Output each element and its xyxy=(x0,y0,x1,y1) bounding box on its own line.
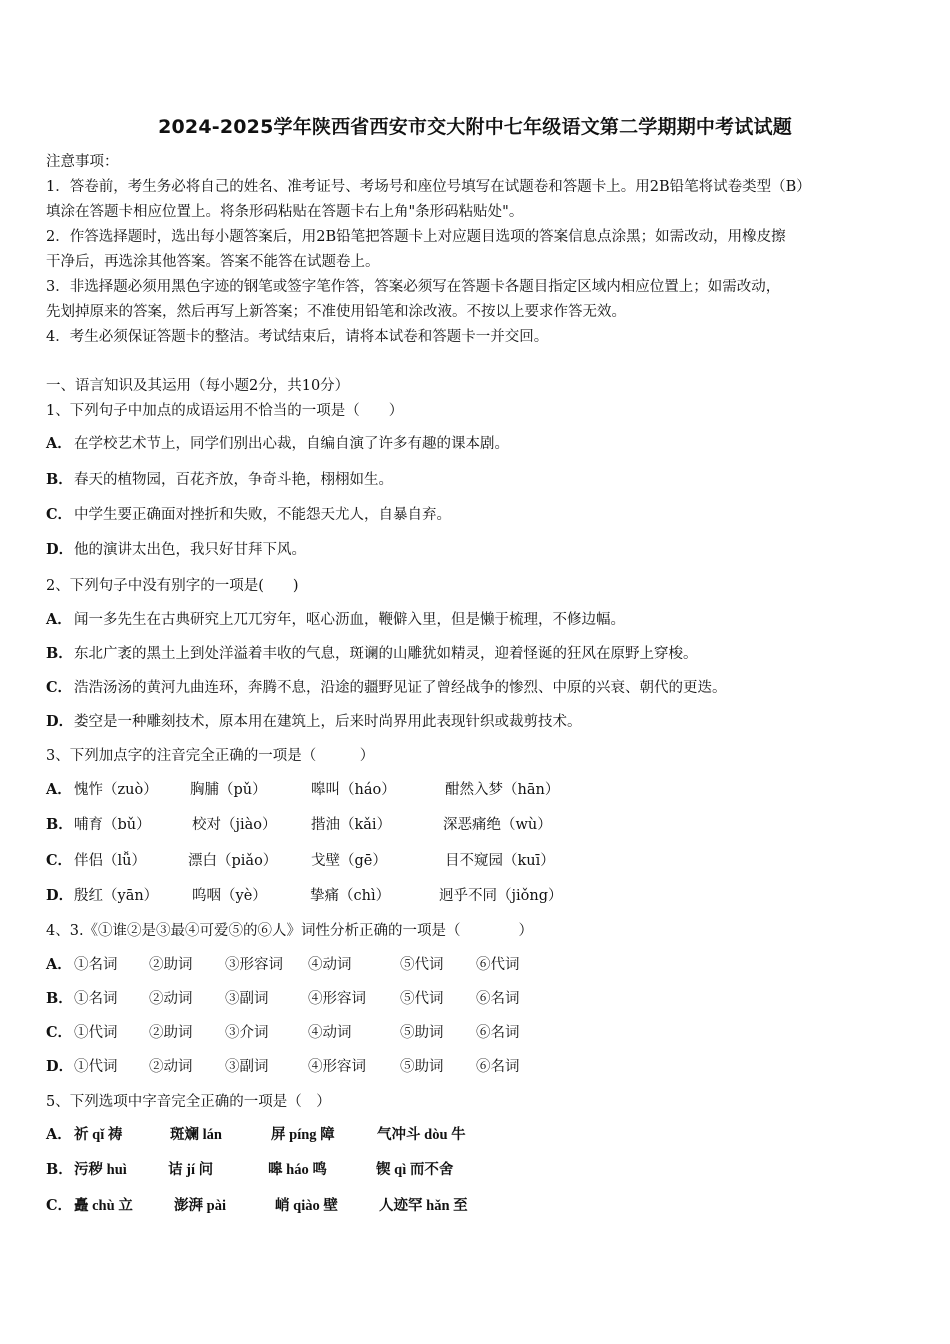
question-stem: 3、下列加点字的注音完全正确的一项是（ ） xyxy=(46,748,375,764)
option-item: ①名词 xyxy=(74,991,118,1007)
option-item: 锲 qì 而不舍 xyxy=(376,1162,454,1178)
option-letter: B． xyxy=(46,645,73,662)
option-item: 祈 qǐ 祷 xyxy=(74,1127,123,1143)
option-item: ⑥代词 xyxy=(476,957,520,973)
option-row xyxy=(46,644,698,664)
option-text: 东北广袤的黑土上到处洋溢着丰收的气息，斑谰的山雕犹如精灵，迎着怪诞的狂风在原野上穿梭。 xyxy=(74,646,698,662)
option-row xyxy=(46,610,625,630)
option-letter: B． xyxy=(46,990,73,1007)
option-text: 中学生要正确面对挫折和失败，不能怨天尤人，自暴自弃。 xyxy=(74,507,451,523)
option-item: 污秽 huì xyxy=(74,1162,127,1178)
option-row xyxy=(46,470,393,490)
option-row xyxy=(46,989,606,1009)
notice-line: 4．考生必须保证答题卡的整洁。考试结束后，请将本试卷和答题卡一并交回。 xyxy=(46,329,549,345)
option-letter: C． xyxy=(46,852,73,869)
option-text: 娄空是一种雕刻技术，原本用在建筑上，后来时尚界用此表现针织或裁剪技术。 xyxy=(74,714,582,730)
question-stem: 5、下列选项中字音完全正确的一项是（ ） xyxy=(46,1094,331,1110)
option-letter: D． xyxy=(46,713,74,730)
exam-title: 2024-2025学年陕西省西安市交大附中七年级语文第二学期期中考试试题 xyxy=(158,116,792,138)
option-letter: B． xyxy=(46,1161,73,1178)
option-text: 浩浩汤汤的黄河九曲连环，奔腾不息，沿途的疆野见证了曾经战争的惨烈、中原的兴衰、朝代的更迭。 xyxy=(74,680,727,696)
option-item: ④动词 xyxy=(308,957,352,973)
option-item: 挚痛（chì） xyxy=(310,888,391,904)
option-text: 春天的植物园，百花齐放，争奇斗艳，栩栩如生。 xyxy=(74,472,393,488)
option-row xyxy=(46,1125,566,1145)
option-letter: A． xyxy=(46,956,72,973)
option-row xyxy=(46,851,666,871)
option-item: ③形容词 xyxy=(225,957,283,973)
option-item: ④动词 xyxy=(308,1025,352,1041)
option-letter: C． xyxy=(46,506,73,523)
option-item: 校对（jiào） xyxy=(192,817,277,833)
option-row xyxy=(46,505,451,525)
option-item: 矗 chù 立 xyxy=(74,1198,133,1214)
option-item: ③副词 xyxy=(225,1059,269,1075)
option-item: 哺育（bǔ） xyxy=(74,817,151,833)
option-item: 愧怍（zuò） xyxy=(74,782,158,798)
option-letter: D． xyxy=(46,887,74,904)
option-letter: A． xyxy=(46,1126,72,1143)
option-item: 屏 píng 障 xyxy=(271,1127,335,1143)
option-item: 殷红（yān） xyxy=(74,888,159,904)
option-item: ②助词 xyxy=(149,1025,193,1041)
option-item: 戈壁（gē） xyxy=(311,853,387,869)
section-heading: 一、语言知识及其运用（每小题2分，共10分） xyxy=(46,378,350,394)
option-row xyxy=(46,712,582,732)
option-item: ②助词 xyxy=(149,957,193,973)
notice-heading: 注意事项： xyxy=(46,154,119,170)
option-item: 酣然入梦（hān） xyxy=(445,782,560,798)
option-item: ⑤代词 xyxy=(400,957,444,973)
option-item: ⑥名词 xyxy=(476,1059,520,1075)
notice-line: 2．作答选择题时，选出每小题答案后，用2B铅笔把答题卡上对应题目选项的答案信息点涂黑；如需改动，用橡皮擦 xyxy=(46,229,786,245)
option-row xyxy=(46,780,666,800)
option-row xyxy=(46,1196,566,1216)
option-item: 漂白（piǎo） xyxy=(188,853,278,869)
question-stem: 4、3.《①谁②是③最④可爱⑤的⑥人》词性分析正确的一项是（ ） xyxy=(46,923,534,939)
option-letter: D． xyxy=(46,1058,74,1075)
option-letter: D． xyxy=(46,541,74,558)
option-row xyxy=(46,1023,606,1043)
option-item: 诘 jí 问 xyxy=(168,1162,214,1178)
option-letter: C． xyxy=(46,1024,73,1041)
option-text: 在学校艺术节上，同学们别出心裁，自编自演了许多有趣的课本剧。 xyxy=(74,436,509,452)
option-item: ⑤助词 xyxy=(400,1025,444,1041)
option-item: 嗥 háo 鸣 xyxy=(268,1162,327,1178)
option-item: 峭 qiào 壁 xyxy=(275,1198,338,1214)
option-item: 迥乎不同（jiǒng） xyxy=(439,888,563,904)
notice-line: 干净后，再选涂其他答案。答案不能答在试题卷上。 xyxy=(46,254,380,270)
option-item: 嗥叫（háo） xyxy=(311,782,396,798)
option-item: ③副词 xyxy=(225,991,269,1007)
option-item: ①代词 xyxy=(74,1025,118,1041)
option-item: ⑤助词 xyxy=(400,1059,444,1075)
option-item: ①名词 xyxy=(74,957,118,973)
option-item: ④形容词 xyxy=(308,991,366,1007)
option-item: 揩油（kǎi） xyxy=(311,817,392,833)
option-item: ⑥名词 xyxy=(476,1025,520,1041)
option-letter: A． xyxy=(46,781,72,798)
question-stem: 2、下列句子中没有别字的一项是( ) xyxy=(46,578,299,594)
option-letter: A． xyxy=(46,611,72,628)
option-item: 深恶痛绝（wù） xyxy=(443,817,552,833)
option-item: 斑斓 lán xyxy=(170,1127,222,1143)
option-letter: C． xyxy=(46,1197,73,1214)
option-item: ④形容词 xyxy=(308,1059,366,1075)
option-row xyxy=(46,540,306,560)
option-item: ⑤代词 xyxy=(400,991,444,1007)
option-item: ②动词 xyxy=(149,1059,193,1075)
option-row xyxy=(46,434,509,454)
option-text: 他的演讲太出色，我只好甘拜下风。 xyxy=(74,542,306,558)
option-item: 澎湃 pài xyxy=(174,1198,226,1214)
option-item: 呜咽（yè） xyxy=(192,888,267,904)
option-item: 胸脯（pǔ） xyxy=(190,782,267,798)
option-letter: B． xyxy=(46,471,73,488)
notice-line: 3．非选择题必须用黑色字迹的钢笔或签字笔作答，答案必须写在答题卡各题目指定区域内相应位置上；如需改动， xyxy=(46,279,781,295)
option-letter: C． xyxy=(46,679,73,696)
question-stem: 1、下列句子中加点的成语运用不恰当的一项是（ ） xyxy=(46,403,404,419)
notice-line: 填涂在答题卡相应位置上。将条形码粘贴在答题卡右上角"条形码粘贴处"。 xyxy=(46,204,524,220)
option-row xyxy=(46,678,727,698)
notice-line: 1．答卷前，考生务必将自己的姓名、准考证号、考场号和座位号填写在试题卷和答题卡上。用2B铅笔将试卷类型（B） xyxy=(46,179,811,195)
notice-line: 先划掉原来的答案，然后再写上新答案；不准使用铅笔和涂改液。不按以上要求作答无效。 xyxy=(46,304,626,320)
option-row xyxy=(46,886,666,906)
option-item: 伴侣（lǚ） xyxy=(74,853,146,869)
option-row xyxy=(46,955,606,975)
option-item: 气冲斗 dòu 牛 xyxy=(377,1127,466,1143)
option-text: 闻一多先生在古典研究上兀兀穷年，呕心沥血，鞭僻入里，但是懒于梳理，不修边幅。 xyxy=(74,612,625,628)
option-row xyxy=(46,1160,566,1180)
option-item: 目不窥园（kuī） xyxy=(445,853,555,869)
option-row xyxy=(46,1057,606,1077)
option-item: 人迹罕 hǎn 至 xyxy=(379,1198,468,1214)
option-letter: B． xyxy=(46,816,73,833)
option-letter: A． xyxy=(46,435,72,452)
option-item: ⑥名词 xyxy=(476,991,520,1007)
option-item: ①代词 xyxy=(74,1059,118,1075)
option-row xyxy=(46,815,666,835)
option-item: ③介词 xyxy=(225,1025,269,1041)
option-item: ②动词 xyxy=(149,991,193,1007)
